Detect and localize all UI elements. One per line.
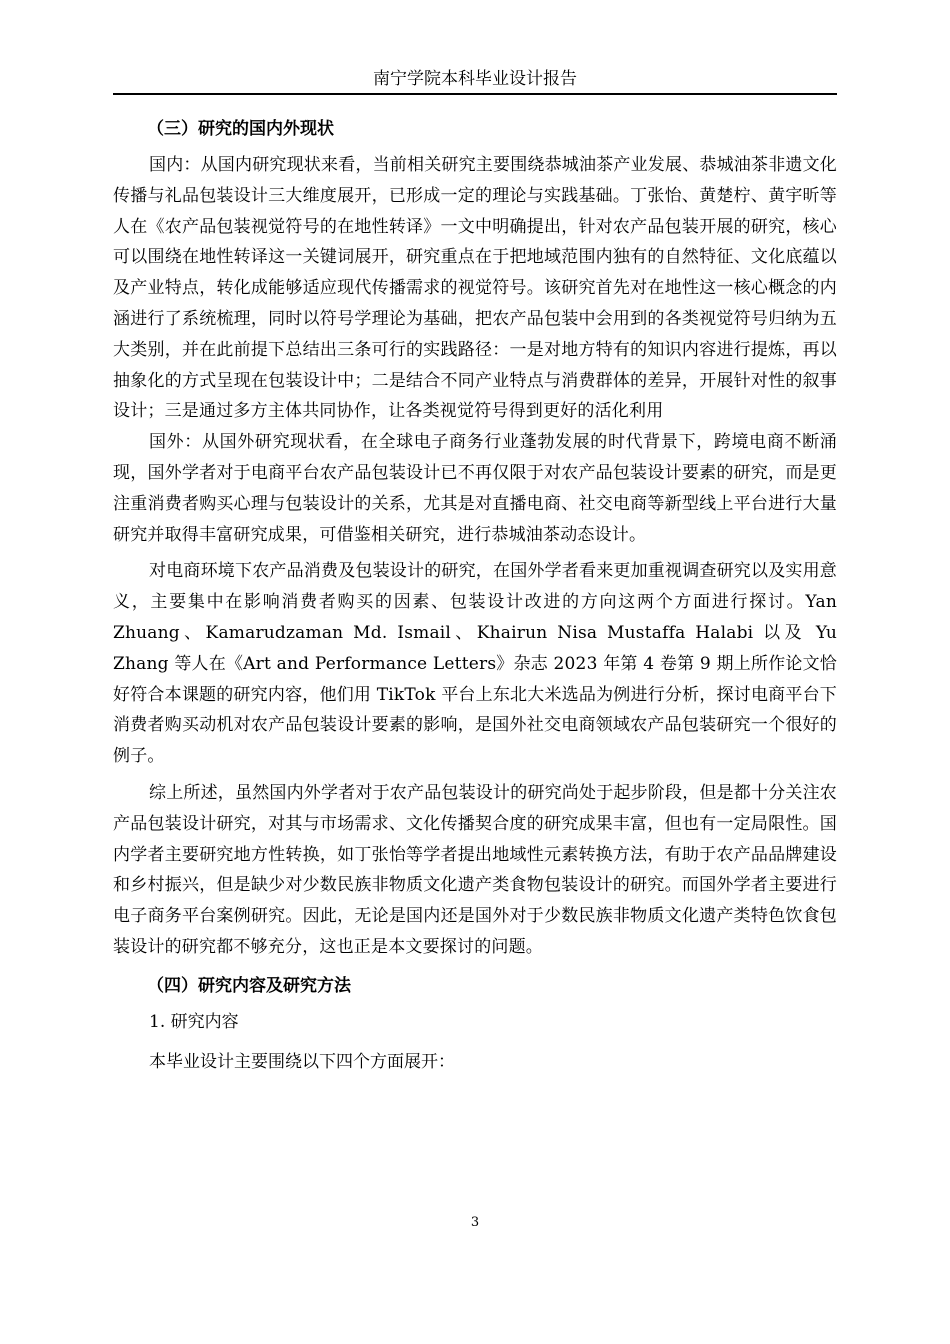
page-header (113, 66, 837, 95)
header-title: 南宁学院本科毕业设计报告 (373, 69, 577, 89)
paragraph-intro: 本毕业设计主要围绕以下四个方面展开： (149, 1051, 455, 1072)
paragraph-summary: 综上所述，虽然国内外学者对于农产品包装设计的研究尚处于起步阶段，但是都十分关注农产品包装设计研究，对其与市场需求、文化传播契合度的研究成果丰富，但也有一定局限性。国内学者主要研究地方性转换，如丁张怡等学者提出地域性元素转换方法，有助于农产品品牌建设和乡村振兴，但是缺少对少数民族非物质文化遗产类食物包装设计的研究。而国外学者主要进行电子商务平台案例研究。因此，无论是国内还是国外对于少数民族非物质文化遗产类特色饮食包装设计的研究都不够充分，这也正是本文要探讨的问题。 (113, 782, 837, 957)
paragraph-ecommerce-research: 对电商环境下农产品消费及包装设计的研究，在国外学者看来更加重视调查研究以及实用意义，主要集中在影响消费者购买的因素、包装设计改进的方向这两个方面进行探讨。Yan Zhuang、Kamarudzaman Md. Ismail、Khairun Nisa Mustaffa Halabi 以及 Yu Zhang 等人在《Art and Performance Letters》杂志 2023 年第 4 卷第 9 期上所作论文恰好符合本课题的研究内容，他们用 TikTok 平台上东北大米选品为例进行分析，探讨电商平台下消费者购买动机对农产品包装设计要素的影响，是国外社交电商领域农产品包装研究一个很好的例子。 (113, 561, 837, 767)
section-heading-current-status: （三）研究的国内外现状 (147, 119, 334, 139)
section-heading-research-content-methods: （四）研究内容及研究方法 (147, 975, 351, 996)
paragraph-domestic-research: 国内：从国内研究现状来看，当前相关研究主要围绕恭城油茶产业发展、恭城油茶非遗文化传播与礼品包装设计三大维度展开，已形成一定的理论与实践基础。丁张怡、黄楚柠、黄宇昕等人在《农产品包装视觉符号的在地性转译》一文中明确提出，针对农产品包装开展的研究，核心可以围绕在地性转译这一关键词展开，研究重点在于把地域范围内独有的自然特征、文化底蕴以及产业特点，转化成能够适应现代传播需求的视觉符号。该研究首先对在地性这一核心概念的内涵进行了系统梳理，同时以符号学理论为基础，把农产品包装中会用到的各类视觉符号归纳为五大类别，并在此前提下总结出三条可行的实践路径：一是对地方特有的知识内容进行提炼，再以抽象化的方式呈现在包装设计中；二是结合不同产业特点与消费群体的差异，开展针对性的叙事设计；三是通过多方主体共同协作，让各类视觉符号得到更好的活化利用 (113, 155, 837, 422)
subheading-research-content: 1. 研究内容 (149, 1011, 239, 1032)
page-body (113, 114, 837, 1077)
paragraph-foreign-research: 国外：从国外研究现状看，在全球电子商务行业蓬勃发展的时代背景下，跨境电商不断涌现，国外学者对于电商平台农产品包装设计已不再仅限于对农产品包装设计要素的研究，而是更注重消费者购买心理与包装设计的关系，尤其是对直播电商、社交电商等新型线上平台进行大量研究并取得丰富研究成果，可借鉴相关研究，进行恭城油茶动态设计。 (113, 432, 837, 545)
page-number: 3 (470, 1215, 480, 1230)
